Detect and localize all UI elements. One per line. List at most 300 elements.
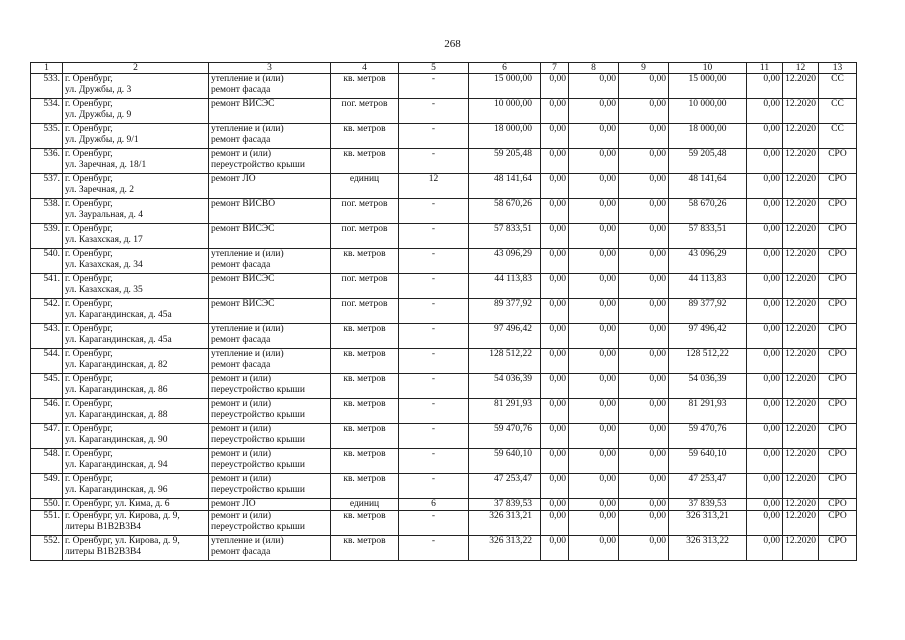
row-number-cell: 537.	[31, 174, 63, 199]
method-cell: СРО	[819, 199, 857, 224]
work-type-cell	[209, 74, 331, 99]
header-cell: 2	[63, 63, 209, 74]
value-cell-7: 0,00	[541, 299, 569, 324]
value-cell-7: 0,00	[541, 474, 569, 499]
deadline-cell: 12.2020	[783, 74, 819, 99]
value-cell-11: 0,00	[747, 374, 783, 399]
value-cell-9: 0,00	[619, 474, 669, 499]
value-cell-7: 0,00	[541, 249, 569, 274]
work-type-line: ремонт ЛО	[211, 499, 256, 509]
value-cell-10: 15 000,00	[669, 74, 747, 99]
table-row	[31, 449, 857, 474]
value-cell-9: 0,00	[619, 511, 669, 536]
work-type-line: ремонт и (или)	[211, 424, 272, 434]
total-cost-cell: 81 291,93	[469, 399, 541, 424]
work-type-line: ремонт фасада	[211, 335, 271, 345]
address-line: литеры В1В2В3В4	[65, 522, 142, 532]
table-row	[31, 174, 857, 199]
value-cell-10: 59 470,76	[669, 424, 747, 449]
quantity-cell: -	[399, 536, 469, 561]
method-cell: СС	[819, 124, 857, 149]
unit-cell: кв. метров	[331, 511, 399, 536]
value-cell-11: 0,00	[747, 474, 783, 499]
value-cell-10: 43 096,29	[669, 249, 747, 274]
address-line: ул. Дружбы, д. 3	[65, 85, 132, 95]
unit-cell: пог. метров	[331, 224, 399, 249]
value-cell-8: 0,00	[569, 399, 619, 424]
row-number-cell: 545.	[31, 374, 63, 399]
value-cell-7: 0,00	[541, 399, 569, 424]
unit-cell: пог. метров	[331, 99, 399, 124]
address-line: г. Оренбург,	[65, 99, 113, 109]
total-cost-cell: 326 313,21	[469, 511, 541, 536]
address-cell	[63, 249, 209, 274]
address-line: г. Оренбург,	[65, 399, 113, 409]
work-type-line: ремонт фасада	[211, 547, 271, 557]
value-cell-9: 0,00	[619, 449, 669, 474]
header-cell: 13	[819, 63, 857, 74]
table-row	[31, 511, 857, 536]
value-cell-8: 0,00	[569, 199, 619, 224]
address-cell	[63, 174, 209, 199]
value-cell-11: 0,00	[747, 249, 783, 274]
value-cell-8: 0,00	[569, 174, 619, 199]
address-cell	[63, 474, 209, 499]
value-cell-7: 0,00	[541, 511, 569, 536]
work-type-line: ремонт ЛО	[211, 174, 256, 184]
deadline-cell: 12.2020	[783, 199, 819, 224]
work-type-line: ремонт и (или)	[211, 374, 272, 384]
table-row	[31, 274, 857, 299]
value-cell-8: 0,00	[569, 124, 619, 149]
header-cell: 7	[541, 63, 569, 74]
address-line: г. Оренбург,	[65, 174, 113, 184]
value-cell-11: 0,00	[747, 274, 783, 299]
deadline-cell: 12.2020	[783, 174, 819, 199]
header-cell: 1	[31, 63, 63, 74]
value-cell-11: 0,00	[747, 149, 783, 174]
quantity-cell: -	[399, 374, 469, 399]
value-cell-10: 54 036,39	[669, 374, 747, 399]
value-cell-11: 0,00	[747, 511, 783, 536]
value-cell-9: 0,00	[619, 324, 669, 349]
quantity-cell: -	[399, 274, 469, 299]
work-type-line: утепление и (или)	[211, 249, 284, 259]
work-type-cell	[209, 249, 331, 274]
method-cell: СРО	[819, 324, 857, 349]
work-type-line: переустройство крыши	[211, 522, 305, 532]
total-cost-cell: 10 000,00	[469, 99, 541, 124]
work-type-line: ремонт ВИСВО	[211, 199, 276, 209]
total-cost-cell: 15 000,00	[469, 74, 541, 99]
address-line: ул. Заречная, д. 2	[65, 185, 135, 195]
value-cell-11: 0,00	[747, 399, 783, 424]
value-cell-7: 0,00	[541, 74, 569, 99]
unit-cell: пог. метров	[331, 199, 399, 224]
value-cell-10: 44 113,83	[669, 274, 747, 299]
row-number-cell: 538.	[31, 199, 63, 224]
row-number-cell: 544.	[31, 349, 63, 374]
table-row	[31, 499, 857, 511]
value-cell-11: 0,00	[747, 174, 783, 199]
header-cell: 8	[569, 63, 619, 74]
total-cost-cell: 54 036,39	[469, 374, 541, 399]
value-cell-8: 0,00	[569, 449, 619, 474]
unit-cell: кв. метров	[331, 149, 399, 174]
value-cell-11: 0,00	[747, 536, 783, 561]
header-cell: 12	[783, 63, 819, 74]
table-row	[31, 536, 857, 561]
address-line: г. Оренбург,	[65, 224, 113, 234]
quantity-cell: -	[399, 74, 469, 99]
value-cell-9: 0,00	[619, 124, 669, 149]
work-type-cell	[209, 374, 331, 399]
table-row	[31, 324, 857, 349]
value-cell-7: 0,00	[541, 449, 569, 474]
work-type-line: утепление и (или)	[211, 124, 284, 134]
method-cell: СРО	[819, 449, 857, 474]
value-cell-9: 0,00	[619, 536, 669, 561]
value-cell-10: 59 640,10	[669, 449, 747, 474]
value-cell-10: 89 377,92	[669, 299, 747, 324]
header-row	[31, 63, 857, 74]
value-cell-7: 0,00	[541, 224, 569, 249]
row-number-cell: 549.	[31, 474, 63, 499]
unit-cell: кв. метров	[331, 399, 399, 424]
address-line: ул. Заречная, д. 18/1	[65, 160, 147, 170]
address-line: ул. Зауральная, д. 4	[65, 210, 143, 220]
address-cell	[63, 536, 209, 561]
value-cell-11: 0,00	[747, 299, 783, 324]
value-cell-9: 0,00	[619, 274, 669, 299]
deadline-cell: 12.2020	[783, 449, 819, 474]
row-number-cell: 540.	[31, 249, 63, 274]
total-cost-cell: 47 253,47	[469, 474, 541, 499]
address-line: г. Оренбург,	[65, 149, 113, 159]
work-type-line: ремонт и (или)	[211, 399, 272, 409]
value-cell-10: 128 512,22	[669, 349, 747, 374]
method-cell: СРО	[819, 299, 857, 324]
table-row	[31, 399, 857, 424]
address-cell	[63, 449, 209, 474]
deadline-cell: 12.2020	[783, 374, 819, 399]
work-type-cell	[209, 349, 331, 374]
address-line: ул. Карагандинская, д. 45а	[65, 310, 172, 320]
work-type-line: ремонт фасада	[211, 260, 271, 270]
works-table	[30, 62, 857, 561]
value-cell-9: 0,00	[619, 174, 669, 199]
work-type-cell	[209, 511, 331, 536]
value-cell-8: 0,00	[569, 74, 619, 99]
work-type-line: переустройство крыши	[211, 460, 305, 470]
unit-cell: кв. метров	[331, 124, 399, 149]
address-line: г. Оренбург,	[65, 349, 113, 359]
address-line: ул. Дружбы, д. 9/1	[65, 135, 139, 145]
row-number-cell: 541.	[31, 274, 63, 299]
address-cell	[63, 149, 209, 174]
value-cell-11: 0,00	[747, 99, 783, 124]
table-row	[31, 224, 857, 249]
method-cell: СРО	[819, 224, 857, 249]
row-number-cell: 550.	[31, 499, 63, 511]
address-line: г. Оренбург,	[65, 299, 113, 309]
value-cell-7: 0,00	[541, 349, 569, 374]
address-line: г. Оренбург,	[65, 74, 113, 84]
deadline-cell: 12.2020	[783, 349, 819, 374]
value-cell-8: 0,00	[569, 324, 619, 349]
value-cell-11: 0,00	[747, 349, 783, 374]
work-type-cell	[209, 449, 331, 474]
address-line: ул. Карагандинская, д. 82	[65, 360, 168, 370]
value-cell-9: 0,00	[619, 199, 669, 224]
address-cell	[63, 424, 209, 449]
value-cell-9: 0,00	[619, 399, 669, 424]
value-cell-11: 0,00	[747, 324, 783, 349]
address-line: ул. Карагандинская, д. 94	[65, 460, 168, 470]
address-cell	[63, 511, 209, 536]
table-row	[31, 349, 857, 374]
value-cell-9: 0,00	[619, 349, 669, 374]
method-cell: СРО	[819, 499, 857, 511]
method-cell: СРО	[819, 349, 857, 374]
work-type-line: переустройство крыши	[211, 385, 305, 395]
deadline-cell: 12.2020	[783, 536, 819, 561]
work-type-line: ремонт ВИСЭС	[211, 299, 275, 309]
work-type-cell	[209, 149, 331, 174]
address-line: г. Оренбург,	[65, 449, 113, 459]
value-cell-9: 0,00	[619, 99, 669, 124]
deadline-cell: 12.2020	[783, 511, 819, 536]
address-line: ул. Казахская, д. 35	[65, 285, 143, 295]
total-cost-cell: 326 313,22	[469, 536, 541, 561]
unit-cell: кв. метров	[331, 536, 399, 561]
value-cell-7: 0,00	[541, 274, 569, 299]
work-type-cell	[209, 474, 331, 499]
table-row	[31, 374, 857, 399]
value-cell-10: 326 313,21	[669, 511, 747, 536]
total-cost-cell: 57 833,51	[469, 224, 541, 249]
value-cell-7: 0,00	[541, 324, 569, 349]
address-line: ул. Казахская, д. 17	[65, 235, 143, 245]
address-line: ул. Дружбы, д. 9	[65, 110, 132, 120]
work-type-line: переустройство крыши	[211, 485, 305, 495]
table-row	[31, 199, 857, 224]
quantity-cell: -	[399, 99, 469, 124]
address-line: г. Оренбург,	[65, 199, 113, 209]
value-cell-10: 59 205,48	[669, 149, 747, 174]
deadline-cell: 12.2020	[783, 274, 819, 299]
address-cell	[63, 374, 209, 399]
value-cell-10: 81 291,93	[669, 399, 747, 424]
value-cell-8: 0,00	[569, 99, 619, 124]
work-type-line: ремонт ВИСЭС	[211, 224, 275, 234]
total-cost-cell: 128 512,22	[469, 349, 541, 374]
total-cost-cell: 18 000,00	[469, 124, 541, 149]
row-number-cell: 542.	[31, 299, 63, 324]
total-cost-cell: 37 839,53	[469, 499, 541, 511]
row-number-cell: 543.	[31, 324, 63, 349]
work-type-cell	[209, 536, 331, 561]
deadline-cell: 12.2020	[783, 499, 819, 511]
value-cell-11: 0,00	[747, 424, 783, 449]
value-cell-10: 10 000,00	[669, 99, 747, 124]
work-type-line: переустройство крыши	[211, 160, 305, 170]
work-type-cell	[209, 199, 331, 224]
method-cell: СРО	[819, 511, 857, 536]
work-type-line: утепление и (или)	[211, 74, 284, 84]
work-type-cell	[209, 174, 331, 199]
total-cost-cell: 44 113,83	[469, 274, 541, 299]
value-cell-10: 37 839,53	[669, 499, 747, 511]
deadline-cell: 12.2020	[783, 399, 819, 424]
method-cell: СРО	[819, 274, 857, 299]
table-row	[31, 124, 857, 149]
address-line: г. Оренбург,	[65, 324, 113, 334]
unit-cell: единиц	[331, 174, 399, 199]
value-cell-9: 0,00	[619, 424, 669, 449]
value-cell-9: 0,00	[619, 224, 669, 249]
total-cost-cell: 97 496,42	[469, 324, 541, 349]
value-cell-8: 0,00	[569, 424, 619, 449]
work-type-cell	[209, 324, 331, 349]
work-type-cell	[209, 299, 331, 324]
method-cell: СРО	[819, 536, 857, 561]
value-cell-10: 48 141,64	[669, 174, 747, 199]
method-cell: СРО	[819, 424, 857, 449]
work-type-line: ремонт и (или)	[211, 474, 272, 484]
work-type-line: утепление и (или)	[211, 536, 284, 546]
address-line: ул. Карагандинская, д. 90	[65, 435, 168, 445]
value-cell-9: 0,00	[619, 299, 669, 324]
method-cell: СРО	[819, 174, 857, 199]
work-type-cell	[209, 499, 331, 511]
method-cell: СРО	[819, 374, 857, 399]
work-type-line: ремонт и (или)	[211, 449, 272, 459]
total-cost-cell: 59 205,48	[469, 149, 541, 174]
deadline-cell: 12.2020	[783, 324, 819, 349]
address-line: г. Оренбург,	[65, 249, 113, 259]
table-row	[31, 474, 857, 499]
deadline-cell: 12.2020	[783, 299, 819, 324]
unit-cell: кв. метров	[331, 474, 399, 499]
method-cell: СРО	[819, 149, 857, 174]
table-row	[31, 249, 857, 274]
address-line: ул. Казахская, д. 34	[65, 260, 143, 270]
header-cell: 9	[619, 63, 669, 74]
row-number-cell: 534.	[31, 99, 63, 124]
quantity-cell: -	[399, 424, 469, 449]
unit-cell: кв. метров	[331, 374, 399, 399]
quantity-cell: -	[399, 299, 469, 324]
value-cell-8: 0,00	[569, 474, 619, 499]
row-number-cell: 535.	[31, 124, 63, 149]
quantity-cell: -	[399, 224, 469, 249]
header-cell: 6	[469, 63, 541, 74]
quantity-cell: -	[399, 149, 469, 174]
address-cell	[63, 399, 209, 424]
address-cell	[63, 199, 209, 224]
work-type-line: переустройство крыши	[211, 410, 305, 420]
header-cell: 4	[331, 63, 399, 74]
address-line: г. Оренбург, ул. Кирова, д. 9,	[65, 511, 180, 521]
value-cell-7: 0,00	[541, 536, 569, 561]
row-number-cell: 548.	[31, 449, 63, 474]
value-cell-7: 0,00	[541, 199, 569, 224]
method-cell: СС	[819, 74, 857, 99]
unit-cell: кв. метров	[331, 324, 399, 349]
value-cell-8: 0,00	[569, 299, 619, 324]
unit-cell: кв. метров	[331, 449, 399, 474]
value-cell-9: 0,00	[619, 499, 669, 511]
header-cell: 5	[399, 63, 469, 74]
unit-cell: кв. метров	[331, 74, 399, 99]
value-cell-10: 58 670,26	[669, 199, 747, 224]
table-row	[31, 424, 857, 449]
work-type-cell	[209, 224, 331, 249]
deadline-cell: 12.2020	[783, 124, 819, 149]
address-cell	[63, 274, 209, 299]
address-cell	[63, 99, 209, 124]
deadline-cell: 12.2020	[783, 249, 819, 274]
value-cell-11: 0,00	[747, 499, 783, 511]
quantity-cell: 6	[399, 499, 469, 511]
header-cell: 11	[747, 63, 783, 74]
address-cell	[63, 499, 209, 511]
value-cell-10: 18 000,00	[669, 124, 747, 149]
header-cell: 10	[669, 63, 747, 74]
address-cell	[63, 349, 209, 374]
address-line: ул. Карагандинская, д. 88	[65, 410, 168, 420]
value-cell-8: 0,00	[569, 249, 619, 274]
value-cell-7: 0,00	[541, 374, 569, 399]
address-line: г. Оренбург,	[65, 424, 113, 434]
deadline-cell: 12.2020	[783, 474, 819, 499]
total-cost-cell: 59 470,76	[469, 424, 541, 449]
unit-cell: кв. метров	[331, 249, 399, 274]
method-cell: СРО	[819, 474, 857, 499]
address-line: ул. Карагандинская, д. 45а	[65, 335, 172, 345]
row-number-cell: 536.	[31, 149, 63, 174]
row-number-cell: 551.	[31, 511, 63, 536]
address-line: ул. Карагандинская, д. 96	[65, 485, 168, 495]
work-type-line: переустройство крыши	[211, 435, 305, 445]
value-cell-9: 0,00	[619, 149, 669, 174]
value-cell-9: 0,00	[619, 74, 669, 99]
address-line: г. Оренбург, ул. Кирова, д. 9,	[65, 536, 180, 546]
value-cell-11: 0,00	[747, 199, 783, 224]
value-cell-7: 0,00	[541, 124, 569, 149]
value-cell-7: 0,00	[541, 424, 569, 449]
quantity-cell: -	[399, 474, 469, 499]
quantity-cell: -	[399, 199, 469, 224]
work-type-line: ремонт фасада	[211, 85, 271, 95]
quantity-cell: -	[399, 324, 469, 349]
total-cost-cell: 43 096,29	[469, 249, 541, 274]
work-type-cell	[209, 124, 331, 149]
value-cell-8: 0,00	[569, 274, 619, 299]
address-cell	[63, 224, 209, 249]
deadline-cell: 12.2020	[783, 99, 819, 124]
unit-cell: кв. метров	[331, 424, 399, 449]
address-cell	[63, 299, 209, 324]
table-row	[31, 299, 857, 324]
quantity-cell: 12	[399, 174, 469, 199]
value-cell-10: 97 496,42	[669, 324, 747, 349]
total-cost-cell: 58 670,26	[469, 199, 541, 224]
row-number-cell: 552.	[31, 536, 63, 561]
work-type-line: ремонт ВИСЭС	[211, 274, 275, 284]
address-cell	[63, 324, 209, 349]
